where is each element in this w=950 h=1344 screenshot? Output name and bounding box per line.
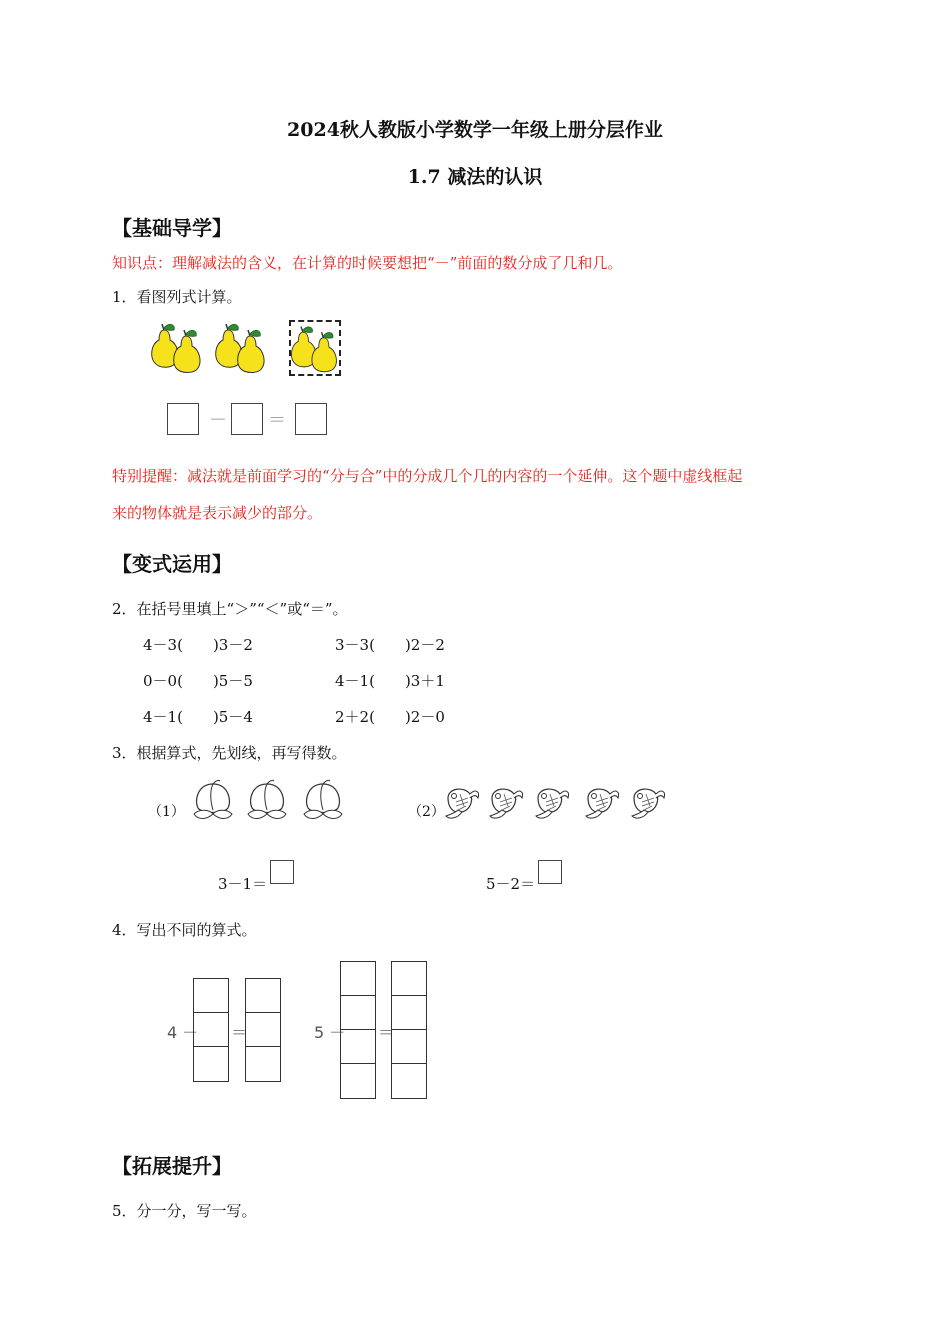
pear-icon: [174, 330, 200, 373]
knowledge-point: 知识点：理解减法的含义，在计算的时候要想把“－”前面的数分成了几和几。: [112, 254, 623, 272]
goldfish-icon: [534, 784, 572, 820]
equals-sign: ＝: [268, 410, 286, 431]
answer-column-d[interactable]: [391, 961, 427, 1099]
answer-cell[interactable]: [392, 996, 426, 1030]
question-3-prompt: 3．根据算式，先划线，再写得数。: [112, 744, 347, 762]
compare-expression: 3－3( )2－2: [335, 636, 445, 654]
equals-sign: ＝: [378, 1023, 395, 1042]
pear-pair-icon: [288, 324, 342, 372]
pear-icon: [238, 330, 264, 373]
pear-icon: [312, 332, 336, 372]
answer-cell[interactable]: [392, 962, 426, 996]
q3-equation-2: 5－2＝: [486, 875, 536, 893]
answer-column-c[interactable]: [340, 961, 376, 1099]
answer-cell[interactable]: [246, 979, 280, 1013]
equals-sign: ＝: [231, 1023, 248, 1042]
part-2-label: （2）: [408, 804, 445, 820]
q3-equation-1: 3－1＝: [218, 875, 268, 893]
answer-cell[interactable]: [392, 1030, 426, 1064]
peach-icon: [298, 780, 348, 822]
goldfish-icon: [630, 784, 668, 820]
answer-cell[interactable]: [194, 1047, 228, 1081]
reminder-line-1: 特别提醒：减法就是前面学习的“分与合”中的分成几个几的内容的一个延伸。这个题中虚线框起: [112, 467, 743, 485]
answer-cell[interactable]: [341, 1064, 375, 1098]
answer-cell[interactable]: [341, 1030, 375, 1064]
document-title: 2024秋人教版小学数学一年级上册分层作业: [287, 119, 663, 141]
peach-icon: [242, 780, 292, 822]
pear-pair-icon: [148, 322, 206, 372]
goldfish-icon: [444, 784, 482, 820]
answer-cell[interactable]: [341, 996, 375, 1030]
question-4-prompt: 4．写出不同的算式。: [112, 921, 257, 939]
answer-cell[interactable]: [246, 1013, 280, 1047]
minuend-5-label: 5 －: [314, 1023, 346, 1042]
q1-answer-box-3[interactable]: [295, 403, 327, 435]
answer-cell[interactable]: [341, 962, 375, 996]
part-1-label: （1）: [148, 804, 185, 820]
answer-cell[interactable]: [246, 1047, 280, 1081]
question-1-prompt: 1．看图列式计算。: [112, 288, 242, 306]
compare-expression: 2＋2( )2－0: [335, 708, 445, 726]
answer-cell[interactable]: [194, 979, 228, 1013]
section-heading-basic: 【基础导学】: [112, 216, 232, 240]
answer-column-b[interactable]: [245, 978, 281, 1082]
question-2-prompt: 2．在括号里填上“＞”“＜”或“＝”。: [112, 600, 348, 618]
compare-expression: 4－1( )5－4: [143, 708, 253, 726]
answer-cell[interactable]: [194, 1013, 228, 1047]
q3-answer-box-2[interactable]: [538, 860, 562, 884]
q3-answer-box-1[interactable]: [270, 860, 294, 884]
minuend-4-label: 4 －: [167, 1023, 199, 1042]
lesson-subtitle: 1.7 减法的认识: [407, 166, 543, 188]
compare-expression: 4－3( )3－2: [143, 636, 253, 654]
q1-answer-box-2[interactable]: [231, 403, 263, 435]
peach-icon: [188, 780, 238, 822]
reminder-line-2: 来的物体就是表示减少的部分。: [112, 504, 323, 522]
pear-pair-icon: [212, 322, 270, 372]
compare-expression: 0－0( )5－5: [143, 672, 253, 690]
answer-column-a[interactable]: [193, 978, 229, 1082]
goldfish-icon: [488, 784, 526, 820]
goldfish-icon: [584, 784, 622, 820]
minus-sign: －: [209, 410, 227, 431]
answer-cell[interactable]: [392, 1064, 426, 1098]
section-heading-extension: 【拓展提升】: [112, 1154, 232, 1178]
compare-expression: 4－1( )3＋1: [335, 672, 445, 690]
section-heading-variation: 【变式运用】: [112, 552, 232, 576]
q1-answer-box-1[interactable]: [167, 403, 199, 435]
question-5-prompt: 5．分一分，写一写。: [112, 1202, 257, 1220]
